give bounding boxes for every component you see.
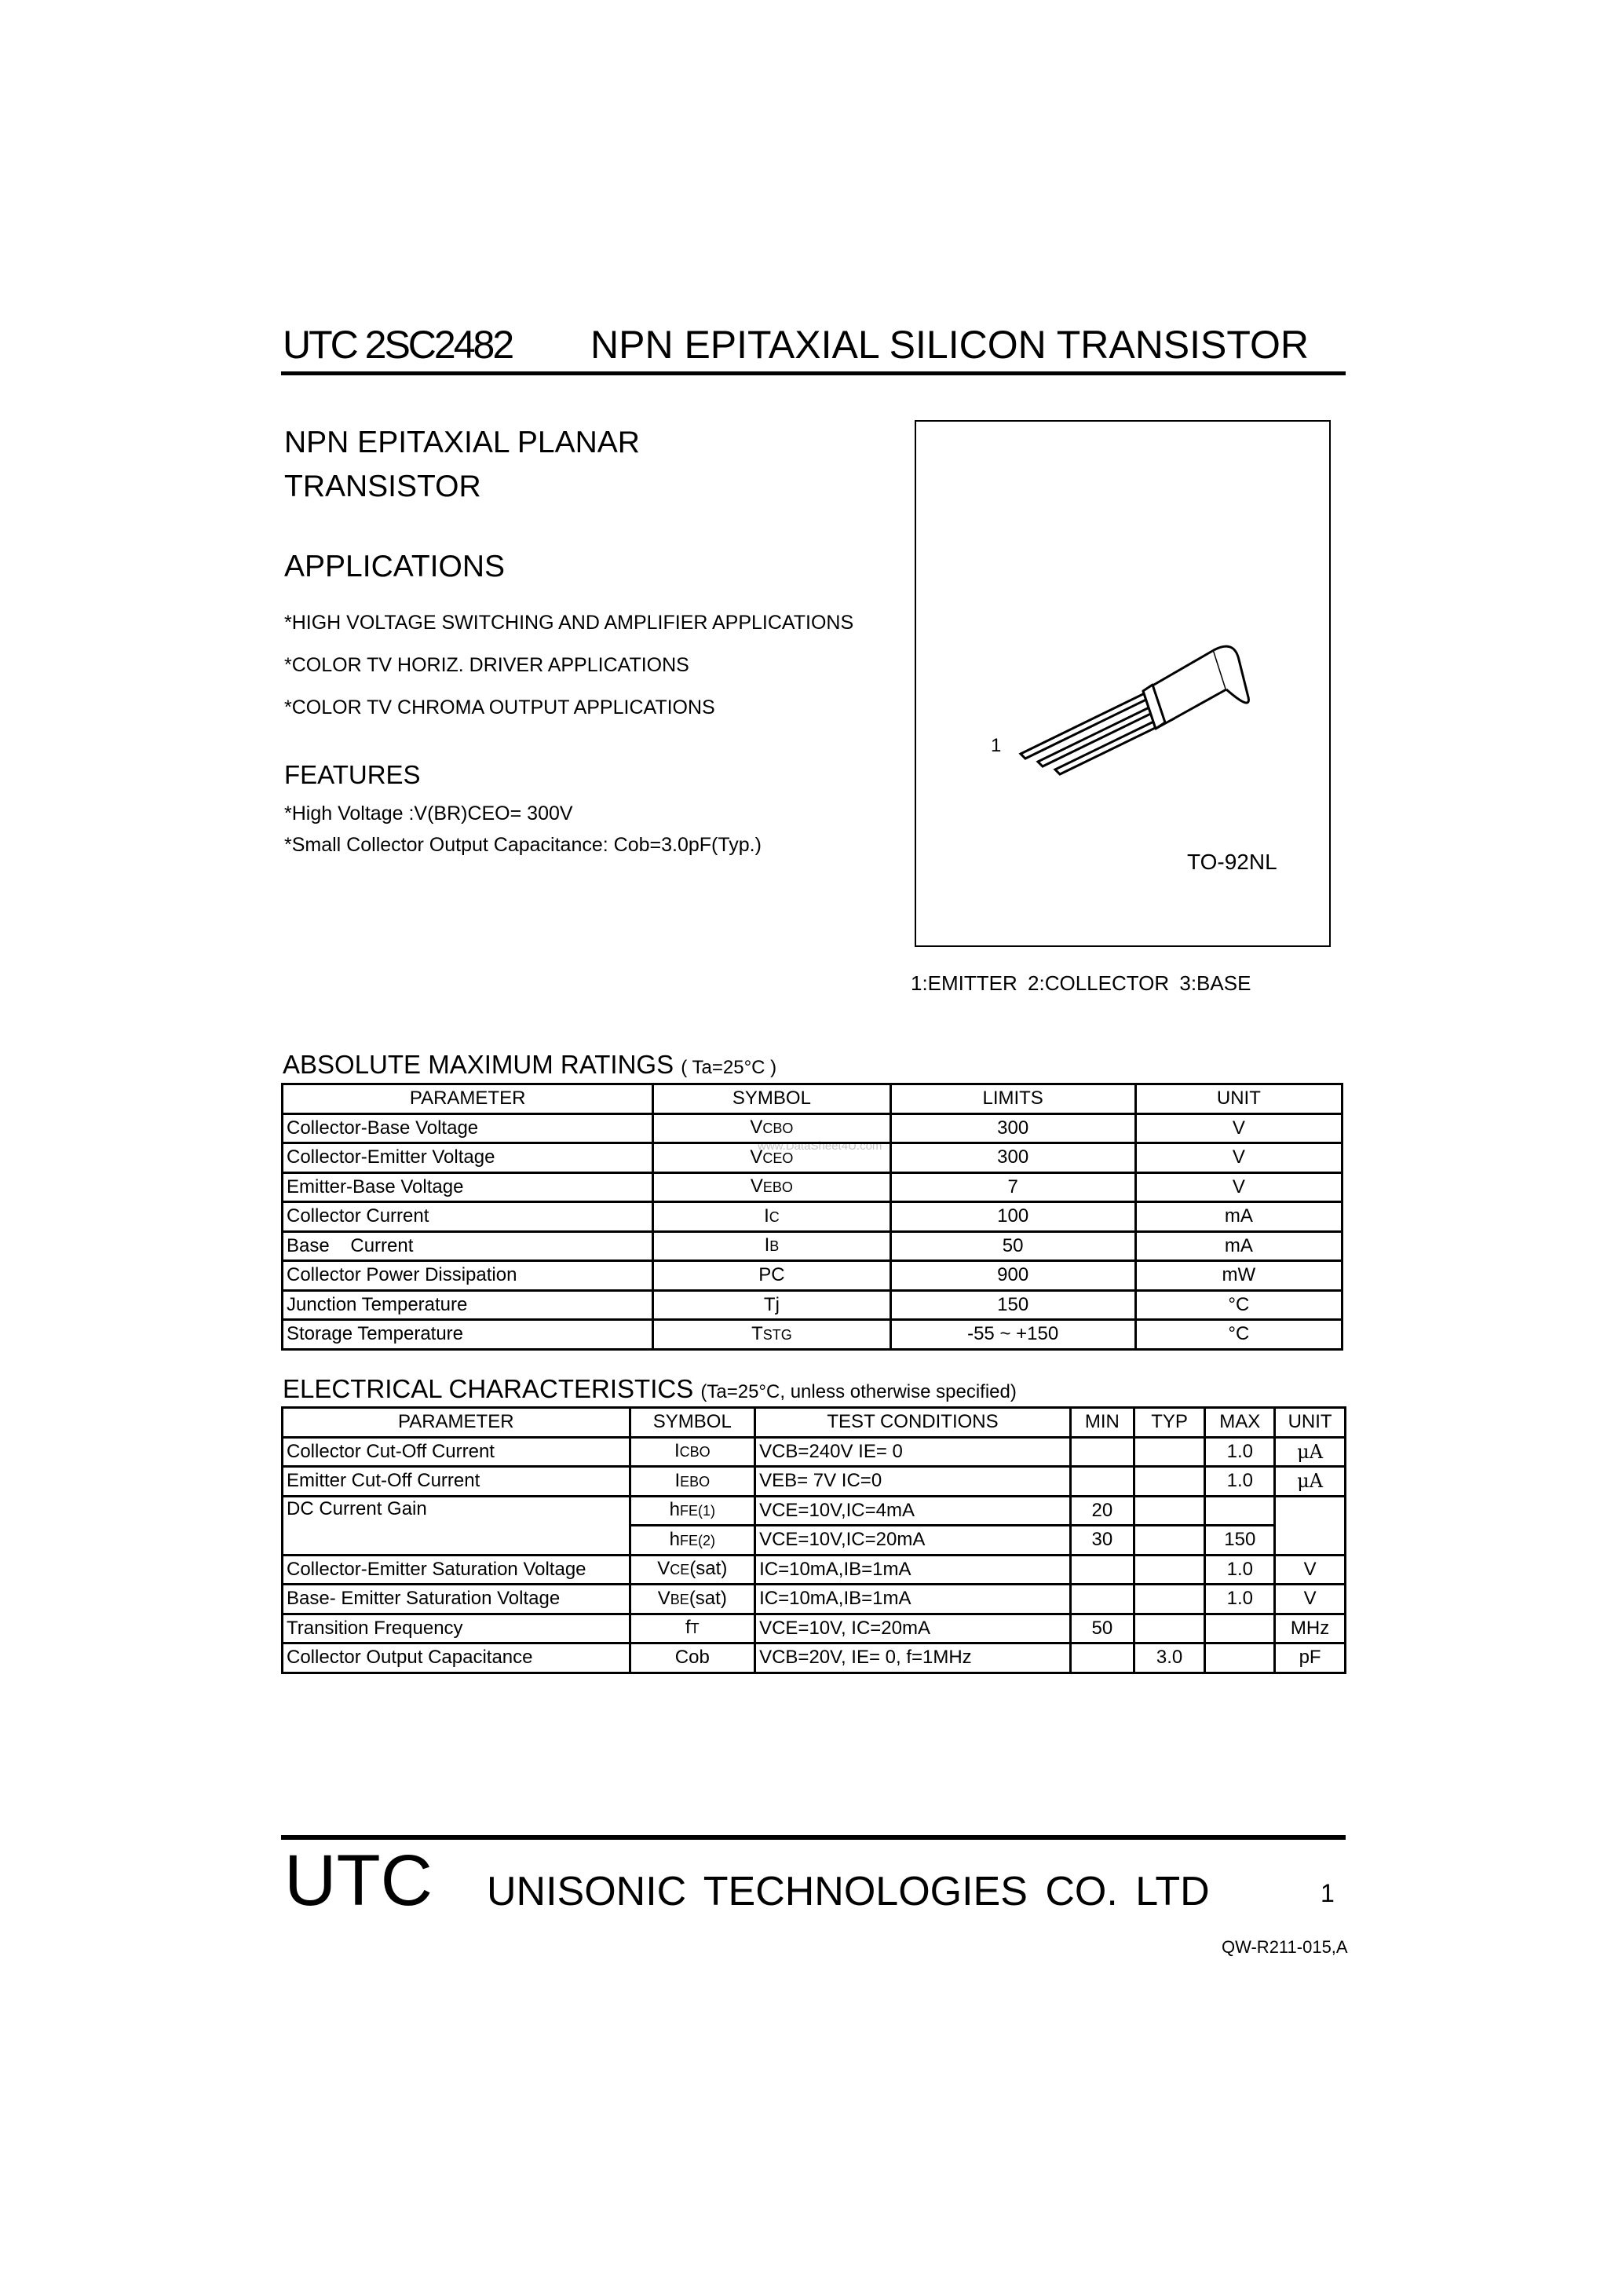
- unit-cell: V: [1135, 1143, 1342, 1173]
- table-row: [283, 1231, 1343, 1261]
- symbol-cell: VCE(sat): [630, 1555, 755, 1585]
- param-cell: Collector Current: [283, 1202, 653, 1232]
- elec-table: [281, 1406, 1346, 1674]
- transistor-package-icon: [989, 605, 1288, 777]
- part-number: UTC 2SC2482: [283, 323, 513, 367]
- max-cell: 1.0: [1205, 1467, 1275, 1497]
- company-logo: UTC: [284, 1841, 433, 1921]
- typ-cell: [1134, 1614, 1205, 1643]
- table-row: [283, 1614, 1346, 1643]
- max-cell: [1205, 1614, 1275, 1643]
- symbol-cell: Cob: [630, 1643, 755, 1673]
- table-row: [283, 1496, 1346, 1526]
- param-cell: Base Current: [283, 1231, 653, 1261]
- param-cell: Emitter Cut-Off Current: [283, 1467, 630, 1497]
- col-min: MIN: [1070, 1408, 1134, 1438]
- symbol-cell: TSTG: [653, 1320, 890, 1350]
- min-cell: 20: [1070, 1496, 1134, 1526]
- feature-item: *Small Collector Output Capacitance: Cob=3.0pF(Typ.): [284, 834, 762, 856]
- param-cell: Junction Temperature: [283, 1290, 653, 1320]
- col-symbol: SYMBOL: [630, 1408, 755, 1438]
- param-cell: Base- Emitter Saturation Voltage: [283, 1585, 630, 1614]
- application-item: *COLOR TV CHROMA OUTPUT APPLICATIONS: [284, 696, 715, 718]
- condition-cell: IC=10mA,IB=1mA: [755, 1585, 1071, 1614]
- typ-cell: [1134, 1555, 1205, 1585]
- application-item: *HIGH VOLTAGE SWITCHING AND AMPLIFIER APPLICATIONS: [284, 612, 854, 634]
- table-row: [283, 1467, 1346, 1497]
- param-cell: Collector-Emitter Voltage: [283, 1143, 653, 1173]
- unit-cell: mW: [1135, 1261, 1342, 1291]
- symbol-cell: Tj: [653, 1290, 890, 1320]
- subtitle-line2: TRANSISTOR: [284, 470, 481, 503]
- symbol-cell: hFE(2): [630, 1526, 755, 1556]
- unit-cell: V: [1135, 1113, 1342, 1143]
- min-cell: [1070, 1467, 1134, 1497]
- param-cell: Collector Cut-Off Current: [283, 1437, 630, 1467]
- max-cell: 1.0: [1205, 1437, 1275, 1467]
- table-row: [283, 1172, 1343, 1202]
- max-cell: [1205, 1496, 1275, 1526]
- typ-cell: [1134, 1437, 1205, 1467]
- table-row: [283, 1113, 1343, 1143]
- table-row: [283, 1143, 1343, 1173]
- col-symbol: SYMBOL: [653, 1084, 890, 1114]
- table-row: [283, 1261, 1343, 1291]
- param-cell: Collector Output Capacitance: [283, 1643, 630, 1673]
- max-cell: 150: [1205, 1526, 1275, 1556]
- limit-cell: 100: [890, 1202, 1135, 1232]
- unit-cell: °C: [1135, 1290, 1342, 1320]
- col-limits: LIMITS: [890, 1084, 1135, 1114]
- param-cell: Transition Frequency: [283, 1614, 630, 1643]
- unit-cell: V: [1275, 1585, 1346, 1614]
- param-cell: Collector-Base Voltage: [283, 1113, 653, 1143]
- condition-cell: VCB=20V, IE= 0, f=1MHz: [755, 1643, 1071, 1673]
- typ-cell: [1134, 1467, 1205, 1497]
- min-cell: [1070, 1643, 1134, 1673]
- unit-cell: °C: [1135, 1320, 1342, 1350]
- elec-title: ELECTRICAL CHARACTERISTICS (Ta=25°C, unless otherwise specified): [283, 1374, 1017, 1403]
- applications-heading: APPLICATIONS: [284, 550, 506, 583]
- document-code: QW-R211-015,A: [1222, 1937, 1348, 1957]
- min-cell: [1070, 1555, 1134, 1585]
- symbol-cell: IEBO: [630, 1467, 755, 1497]
- table-row: [283, 1437, 1346, 1467]
- symbol-cell: ICBO: [630, 1437, 755, 1467]
- table-row: [283, 1555, 1346, 1585]
- param-cell: Collector-Emitter Saturation Voltage: [283, 1555, 630, 1585]
- feature-item: *High Voltage :V(BR)CEO= 300V: [284, 803, 573, 824]
- table-row: [283, 1202, 1343, 1232]
- package-name: TO-92NL: [1187, 850, 1277, 874]
- subtitle: [284, 421, 640, 509]
- unit-cell: pF: [1275, 1643, 1346, 1673]
- unit-cell: V: [1275, 1555, 1346, 1585]
- limit-cell: 150: [890, 1290, 1135, 1320]
- page-number: 1: [1321, 1879, 1335, 1907]
- param-cell: Emitter-Base Voltage: [283, 1172, 653, 1202]
- min-cell: [1070, 1585, 1134, 1614]
- typ-cell: 3.0: [1134, 1643, 1205, 1673]
- param-cell: Storage Temperature: [283, 1320, 653, 1350]
- param-cell: Collector Power Dissipation: [283, 1261, 653, 1291]
- features-heading: FEATURES: [284, 760, 421, 789]
- symbol-cell: hFE(1): [630, 1496, 755, 1526]
- subtitle-line1: NPN EPITAXIAL PLANAR: [284, 426, 640, 459]
- company-name: UNISONIC TECHNOLOGIES CO. LTD: [487, 1869, 1210, 1914]
- condition-cell: VEB= 7V IC=0: [755, 1467, 1071, 1497]
- unit-cell: [1275, 1496, 1346, 1555]
- footer-divider: [281, 1835, 1346, 1840]
- title-divider: [281, 371, 1346, 375]
- symbol-cell: VCEO: [653, 1143, 890, 1173]
- table-row: [283, 1643, 1346, 1673]
- table-row: [283, 1585, 1346, 1614]
- symbol-cell: PC: [653, 1261, 890, 1291]
- unit-cell: V: [1135, 1172, 1342, 1202]
- unit-cell: mA: [1135, 1202, 1342, 1232]
- table-header-row: [283, 1408, 1346, 1438]
- min-cell: [1070, 1437, 1134, 1467]
- condition-cell: IC=10mA,IB=1mA: [755, 1555, 1071, 1585]
- typ-cell: [1134, 1585, 1205, 1614]
- unit-cell: mA: [1135, 1231, 1342, 1261]
- application-item: *COLOR TV HORIZ. DRIVER APPLICATIONS: [284, 654, 689, 676]
- table-row: [283, 1320, 1343, 1350]
- max-cell: 1.0: [1205, 1555, 1275, 1585]
- condition-cell: VCE=10V, IC=20mA: [755, 1614, 1071, 1643]
- symbol-cell: VEBO: [653, 1172, 890, 1202]
- min-cell: 30: [1070, 1526, 1134, 1556]
- max-cell: 1.0: [1205, 1585, 1275, 1614]
- abs-max-table: [281, 1083, 1343, 1351]
- abs-max-title: ABSOLUTE MAXIMUM RATINGS ( Ta=25°C ): [283, 1050, 777, 1079]
- col-unit: UNIT: [1135, 1084, 1342, 1114]
- col-unit: UNIT: [1275, 1408, 1346, 1438]
- pin-legend: 1:EMITTER 2:COLLECTOR 3:BASE: [911, 971, 1251, 995]
- col-parameter: PARAMETER: [283, 1084, 653, 1114]
- symbol-cell: VCBO: [653, 1113, 890, 1143]
- col-parameter: PARAMETER: [283, 1408, 630, 1438]
- min-cell: 50: [1070, 1614, 1134, 1643]
- unit-cell: μA: [1275, 1437, 1346, 1467]
- typ-cell: [1134, 1526, 1205, 1556]
- unit-cell: μA: [1275, 1467, 1346, 1497]
- condition-cell: VCE=10V,IC=20mA: [755, 1526, 1071, 1556]
- limit-cell: -55 ~ +150: [890, 1320, 1135, 1350]
- limit-cell: 7: [890, 1172, 1135, 1202]
- param-cell: DC Current Gain: [283, 1496, 630, 1555]
- symbol-cell: fT: [630, 1614, 755, 1643]
- col-conditions: TEST CONDITIONS: [755, 1408, 1071, 1438]
- limit-cell: 900: [890, 1261, 1135, 1291]
- limit-cell: 50: [890, 1231, 1135, 1261]
- limit-cell: 300: [890, 1143, 1135, 1173]
- condition-cell: VCE=10V,IC=4mA: [755, 1496, 1071, 1526]
- typ-cell: [1134, 1496, 1205, 1526]
- pin1-label: 1: [991, 735, 1002, 756]
- table-row: [283, 1290, 1343, 1320]
- col-max: MAX: [1205, 1408, 1275, 1438]
- unit-cell: MHz: [1275, 1614, 1346, 1643]
- condition-cell: VCB=240V IE= 0: [755, 1437, 1071, 1467]
- symbol-cell: VBE(sat): [630, 1585, 755, 1614]
- table-header-row: [283, 1084, 1343, 1114]
- col-typ: TYP: [1134, 1408, 1205, 1438]
- max-cell: [1205, 1643, 1275, 1673]
- watermark: www.DataSheet4U.com: [758, 1139, 882, 1153]
- symbol-cell: IB: [653, 1231, 890, 1261]
- document-title: NPN EPITAXIAL SILICON TRANSISTOR: [590, 323, 1310, 367]
- limit-cell: 300: [890, 1113, 1135, 1143]
- symbol-cell: IC: [653, 1202, 890, 1232]
